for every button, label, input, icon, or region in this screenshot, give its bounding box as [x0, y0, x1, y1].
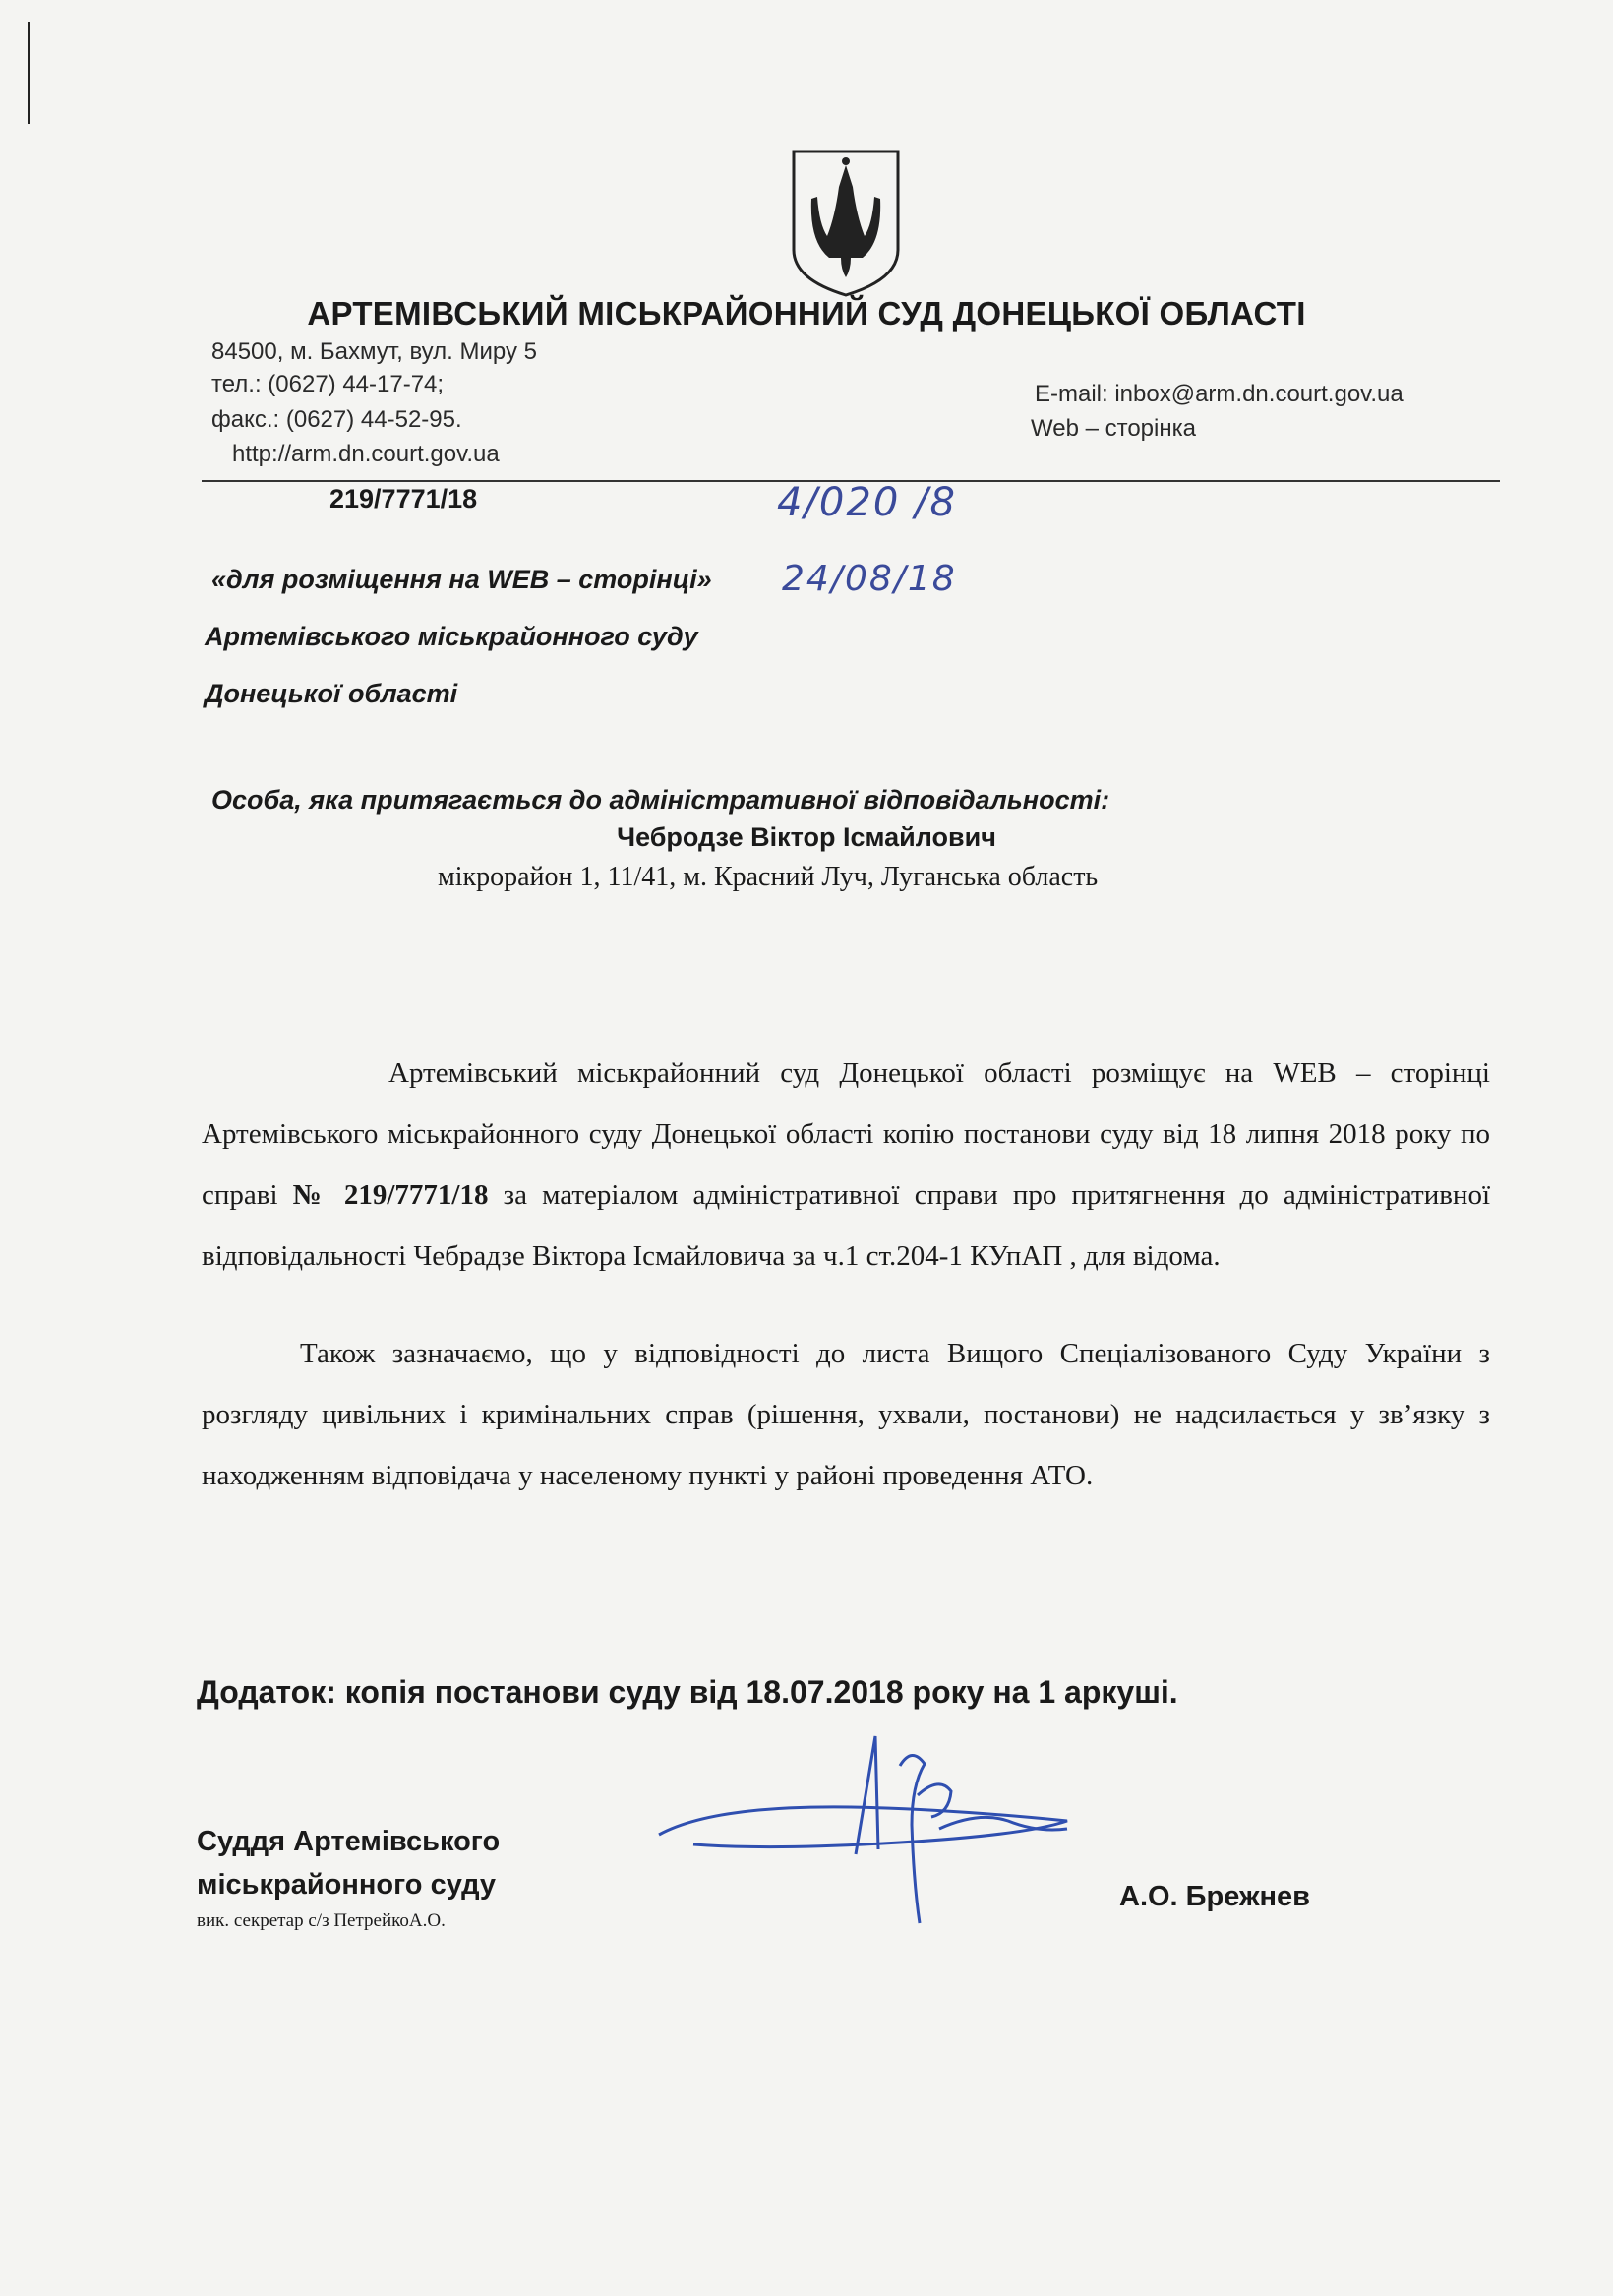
person-label: Особа, яка притягається до адміністративної відповідальності:: [211, 785, 1110, 815]
web-page-label: Web – сторінка: [1031, 415, 1196, 442]
signatory-name: А.О. Брежнев: [1119, 1881, 1311, 1912]
body-paragraph-1: [202, 1043, 1490, 1287]
binding-mark: [28, 22, 30, 124]
case-number: 219/7771/18: [329, 484, 478, 514]
judge-title-line-1: Суддя Артемівського: [197, 1826, 501, 1857]
body-p1-part2: за матеріалом адміністративної справи про притягнення до адміністративної відповідальності Чебрадзе Віктора Ісмайловича за ч.1 ст.204-1 КУпАП , для відома.: [202, 1179, 1490, 1272]
trident-emblem-icon: [790, 148, 902, 299]
signature-image: [654, 1726, 1087, 1938]
court-title: АРТЕМІВСЬКИЙ МІСЬКРАЙОННИЙ СУД ДОНЕЦЬКОЇ ОБЛАСТІ: [307, 295, 1306, 332]
court-fax: факс.: (0627) 44-52-95.: [211, 406, 462, 433]
addressee-line-1: «для розміщення на WEB – сторінці»: [211, 565, 712, 594]
body-case-number: № 219/7771/18: [292, 1179, 489, 1211]
court-website: http://arm.dn.court.gov.ua: [232, 441, 500, 467]
handwritten-reg-number: 4/020 /8: [777, 480, 957, 525]
court-address: 84500, м. Бахмут, вул. Миру 5: [211, 338, 537, 365]
secretary-note: вик. секретар с/з ПетрейкоА.О.: [197, 1910, 446, 1931]
body-paragraph-2: [202, 1323, 1490, 1506]
person-address: мікрорайон 1, 11/41, м. Красний Луч, Луганська область: [438, 862, 1099, 892]
addendum: Додаток: копія постанови суду від 18.07.2018 року на 1 аркуші.: [197, 1674, 1178, 1710]
person-name: Чебродзе Віктор Ісмайлович: [617, 822, 996, 852]
addressee-line-3: Донецької області: [205, 679, 458, 708]
addressee-line-2: Артемівського міськрайонного суду: [205, 622, 698, 651]
court-phone: тел.: (0627) 44-17-74;: [211, 371, 445, 397]
court-email: E-mail: inbox@arm.dn.court.gov.ua: [1035, 381, 1404, 407]
body-p2: Також зазначаємо, що у відповідності до листа Вищого Спеціалізованого Суду України з розгляду цивільних і кримінальних справ (рішення, ухвали, постанови) не надсилається у зв’язку з находженням відповідача у населеному пункті у районі проведення АТО.: [202, 1338, 1490, 1491]
handwritten-date-mark: 24/08/18: [782, 559, 957, 599]
judge-title-line-2: міськрайонного суду: [197, 1869, 497, 1901]
body-p1-part1: Артемівський міськрайонний суд Донецької області розміщує на WEB – сторінці Артемівського міськрайонного суду Донецької області копію постанови суду від 18 липня 2018 року по справі: [202, 1057, 1490, 1211]
